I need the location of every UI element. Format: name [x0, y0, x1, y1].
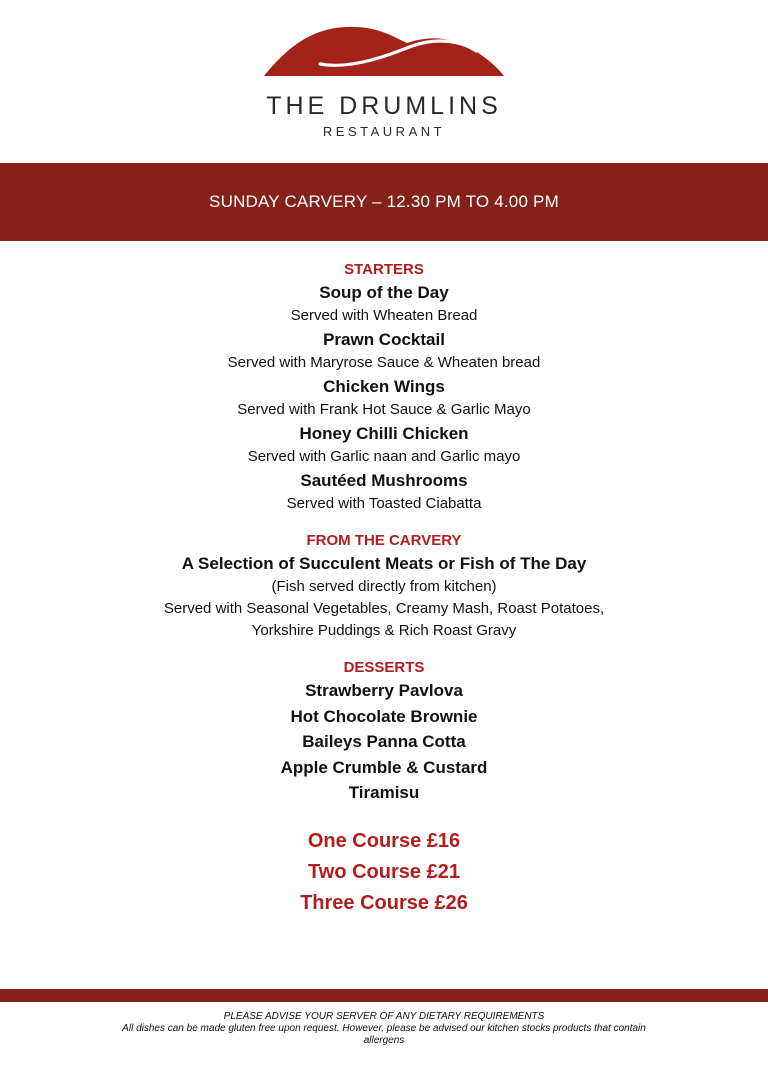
starters-heading: STARTERS — [344, 261, 424, 278]
starters-list — [0, 280, 768, 515]
price-option: Three Course £26 — [300, 891, 468, 914]
carvery-hours-banner — [0, 163, 768, 241]
footer-line: allergens — [363, 1035, 405, 1046]
brand-subtitle: RESTAURANT — [322, 124, 446, 139]
desserts-list — [0, 678, 768, 806]
starter-desc: Served with Wheaten Bread — [290, 307, 478, 324]
footer-line: PLEASE ADVISE YOUR SERVER OF ANY DIETARY REQUIREMENTS — [223, 1011, 545, 1022]
carvery-headline: A Selection of Succulent Meats or Fish of The Day — [181, 554, 587, 573]
starter-name: Honey Chilli Chicken — [299, 424, 469, 443]
price-option: Two Course £21 — [308, 860, 460, 883]
starter-name: Prawn Cocktail — [323, 330, 445, 349]
starter-desc: Served with Garlic naan and Garlic mayo — [247, 448, 521, 465]
drumlins-hills-logo — [262, 24, 506, 80]
price-list — [0, 826, 768, 919]
carvery-note: (Fish served directly from kitchen) — [271, 578, 497, 595]
dessert-item: Baileys Panna Cotta — [302, 732, 466, 751]
footer-line: All dishes can be made gluten free upon request. However, please be advised our kitchen stocks products that contain — [122, 1023, 646, 1034]
starter-name: Sautéed Mushrooms — [300, 471, 468, 490]
carvery-desc-line: Yorkshire Puddings & Rich Roast Gravy — [251, 622, 517, 639]
price-option: One Course £16 — [307, 829, 461, 852]
brand-name: THE DRUMLINS — [266, 92, 502, 120]
dessert-item: Tiramisu — [348, 783, 420, 802]
dessert-item: Strawberry Pavlova — [305, 681, 463, 700]
carvery-desc-line: Served with Seasonal Vegetables, Creamy Mash, Roast Potatoes, — [163, 600, 605, 617]
banner-text: SUNDAY CARVERY – 12.30 PM TO 4.00 PM — [209, 192, 559, 211]
footer-divider — [0, 989, 768, 1002]
starter-desc: Served with Frank Hot Sauce & Garlic Mayo — [237, 401, 531, 418]
starter-name: Chicken Wings — [323, 377, 445, 396]
starter-desc: Served with Maryrose Sauce & Wheaten bread — [227, 354, 541, 371]
menu-body — [0, 260, 768, 919]
carvery-heading: FROM THE CARVERY — [306, 532, 462, 549]
starter-desc: Served with Toasted Ciabatta — [286, 495, 482, 512]
logo — [0, 0, 768, 160]
dessert-item: Apple Crumble & Custard — [280, 757, 488, 777]
desserts-heading: DESSERTS — [343, 659, 425, 676]
starter-name: Soup of the Day — [319, 283, 449, 302]
dietary-notice — [0, 1011, 768, 1047]
dessert-item: Hot Chocolate Brownie — [290, 706, 478, 726]
